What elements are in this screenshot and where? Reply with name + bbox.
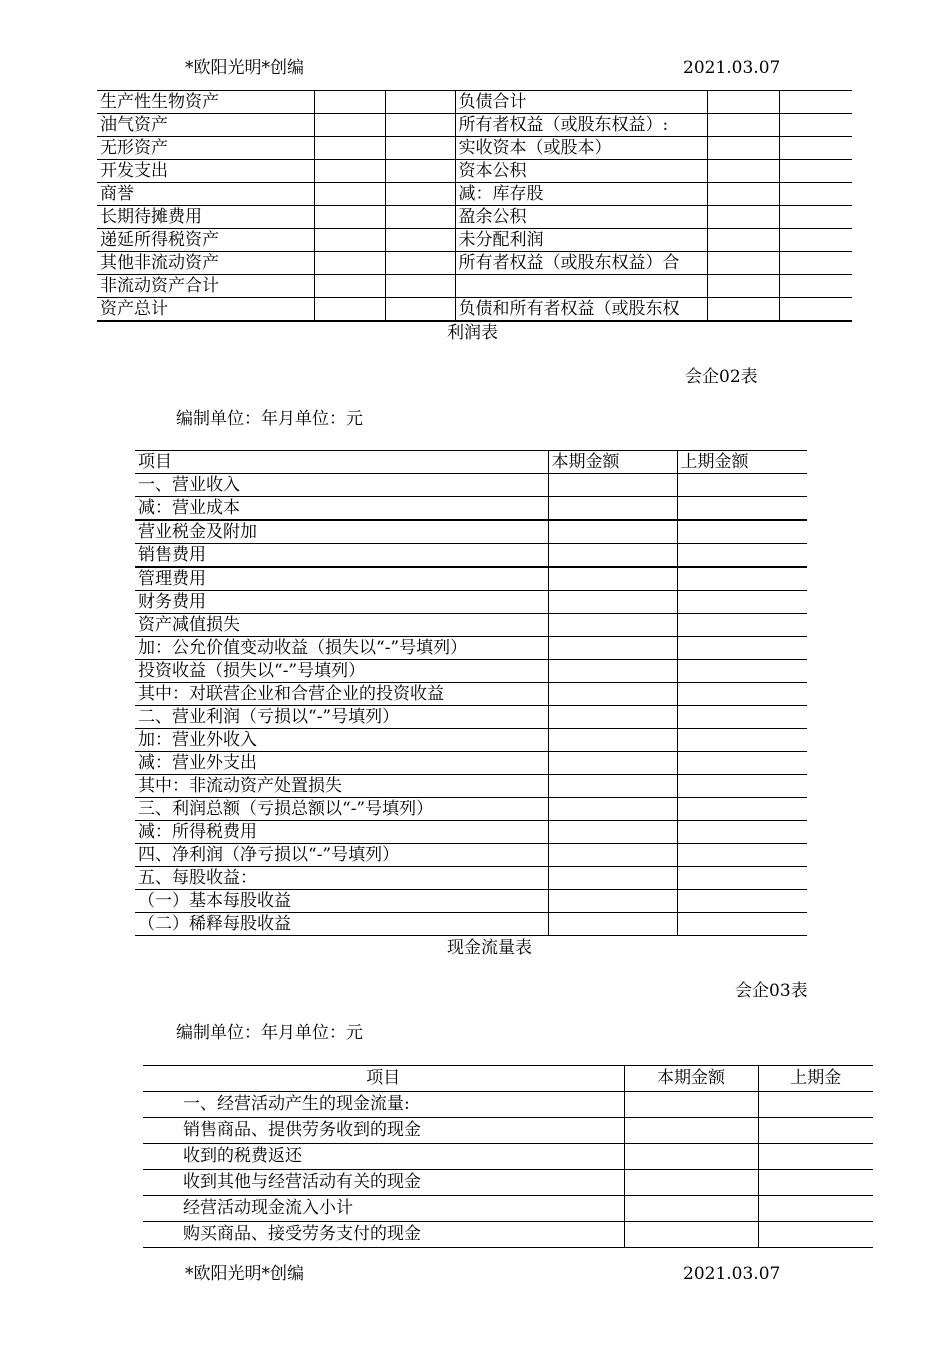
- amount-cell: [677, 821, 807, 844]
- table-row: [143, 1144, 873, 1170]
- amount-cell: [548, 497, 677, 521]
- line-item: 减：营业外支出: [135, 752, 548, 775]
- amount-cell: [677, 660, 807, 683]
- income-statement-title: 利润表: [447, 323, 498, 343]
- column-header-previous: 上期金额: [677, 451, 807, 474]
- amount-cell: [758, 1092, 873, 1118]
- amount-cell: [624, 1144, 758, 1170]
- footer-author: *欧阳光明*创编: [185, 1264, 304, 1284]
- amount-cell: [677, 591, 807, 614]
- amount-cell: [548, 798, 677, 821]
- amount-cell: [677, 706, 807, 729]
- amount-cell: [779, 298, 852, 322]
- amount-cell: [707, 275, 779, 298]
- header-author: *欧阳光明*创编: [185, 58, 304, 78]
- asset-item: 生产性生物资产: [97, 91, 314, 114]
- amount-cell: [548, 474, 677, 497]
- amount-cell: [677, 567, 807, 591]
- amount-cell: [548, 614, 677, 637]
- line-item: 三、利润总额（亏损总额以“-”号填列）: [135, 798, 548, 821]
- amount-cell: [314, 206, 385, 229]
- table-row: [97, 183, 852, 206]
- line-item: 收到其他与经营活动有关的现金: [143, 1170, 624, 1196]
- amount-cell: [677, 637, 807, 660]
- amount-cell: [677, 544, 807, 568]
- asset-item: 无形资产: [97, 137, 314, 160]
- cash-flow-table: [143, 1065, 873, 1248]
- amount-cell: [314, 275, 385, 298]
- amount-cell: [385, 275, 455, 298]
- line-item: 收到的税费返还: [143, 1144, 624, 1170]
- table-row: [143, 1118, 873, 1144]
- amount-cell: [548, 775, 677, 798]
- line-item: 投资收益（损失以“-”号填列）: [135, 660, 548, 683]
- amount-cell: [385, 229, 455, 252]
- amount-cell: [758, 1170, 873, 1196]
- income-statement-header-row: [135, 451, 807, 474]
- footer-date: 2021.03.07: [683, 1264, 781, 1284]
- amount-cell: [677, 798, 807, 821]
- cash-flow-form-no: 会企03表: [735, 981, 808, 1001]
- amount-cell: [779, 275, 852, 298]
- amount-cell: [548, 637, 677, 660]
- cash-flow-title: 现金流量表: [447, 938, 532, 958]
- amount-cell: [779, 183, 852, 206]
- liability-item: 所有者权益（或股东权益）合: [455, 252, 707, 275]
- liability-item: 负债和所有者权益（或股东权: [455, 298, 707, 322]
- column-header-item: 项目: [135, 451, 548, 474]
- asset-item: 非流动资产合计: [97, 275, 314, 298]
- table-row: [135, 775, 807, 798]
- amount-cell: [677, 729, 807, 752]
- amount-cell: [779, 160, 852, 183]
- amount-cell: [758, 1144, 873, 1170]
- line-item: 加：营业外收入: [135, 729, 548, 752]
- table-row: [97, 229, 852, 252]
- amount-cell: [314, 229, 385, 252]
- line-item: 五、每股收益：: [135, 867, 548, 890]
- amount-cell: [314, 137, 385, 160]
- amount-cell: [779, 91, 852, 114]
- amount-cell: [677, 520, 807, 544]
- amount-cell: [624, 1092, 758, 1118]
- table-row: [135, 591, 807, 614]
- amount-cell: [548, 567, 677, 591]
- amount-cell: [779, 229, 852, 252]
- amount-cell: [677, 614, 807, 637]
- liability-item: 实收资本（或股本）: [455, 137, 707, 160]
- amount-cell: [624, 1170, 758, 1196]
- amount-cell: [314, 298, 385, 322]
- amount-cell: [548, 752, 677, 775]
- table-row: [135, 520, 807, 544]
- table-row: [97, 160, 852, 183]
- amount-cell: [548, 544, 677, 568]
- liability-item: 资本公积: [455, 160, 707, 183]
- amount-cell: [385, 252, 455, 275]
- amount-cell: [779, 114, 852, 137]
- table-row: [135, 660, 807, 683]
- amount-cell: [677, 890, 807, 913]
- table-row: [97, 91, 852, 114]
- amount-cell: [548, 867, 677, 890]
- amount-cell: [548, 890, 677, 913]
- table-row: [135, 614, 807, 637]
- column-header-current: 本期金额: [548, 451, 677, 474]
- amount-cell: [779, 206, 852, 229]
- table-row: [135, 706, 807, 729]
- income-statement-body: [135, 474, 807, 936]
- table-row: [135, 821, 807, 844]
- amount-cell: [624, 1196, 758, 1222]
- amount-cell: [385, 137, 455, 160]
- table-row: [135, 474, 807, 497]
- table-row: [135, 890, 807, 913]
- amount-cell: [779, 252, 852, 275]
- amount-cell: [548, 520, 677, 544]
- line-item: 资产减值损失: [135, 614, 548, 637]
- line-item: （二）稀释每股收益: [135, 913, 548, 936]
- liability-item: 盈余公积: [455, 206, 707, 229]
- amount-cell: [314, 252, 385, 275]
- line-item: 加：公允价值变动收益（损失以“-”号填列）: [135, 637, 548, 660]
- liability-item: 减：库存股: [455, 183, 707, 206]
- amount-cell: [314, 160, 385, 183]
- line-item: 管理费用: [135, 567, 548, 591]
- amount-cell: [707, 252, 779, 275]
- table-row: [97, 206, 852, 229]
- line-item: 四、净利润（净亏损以“-”号填列）: [135, 844, 548, 867]
- amount-cell: [548, 683, 677, 706]
- line-item: 购买商品、接受劳务支付的现金: [143, 1222, 624, 1248]
- table-row: [135, 913, 807, 936]
- line-item: 财务费用: [135, 591, 548, 614]
- table-row: [143, 1222, 873, 1248]
- amount-cell: [385, 160, 455, 183]
- column-header-current: 本期金额: [624, 1066, 758, 1092]
- income-statement-form-no: 会企02表: [685, 367, 758, 387]
- line-item: 其中：非流动资产处置损失: [135, 775, 548, 798]
- cash-flow-header-row: [143, 1066, 873, 1092]
- amount-cell: [677, 867, 807, 890]
- line-item: 营业税金及附加: [135, 520, 548, 544]
- line-item: 销售费用: [135, 544, 548, 568]
- table-row: [135, 844, 807, 867]
- amount-cell: [548, 660, 677, 683]
- table-row: [135, 683, 807, 706]
- asset-item: 其他非流动资产: [97, 252, 314, 275]
- amount-cell: [758, 1118, 873, 1144]
- table-row: [135, 729, 807, 752]
- asset-item: 递延所得税资产: [97, 229, 314, 252]
- asset-item: 长期待摊费用: [97, 206, 314, 229]
- amount-cell: [779, 137, 852, 160]
- line-item: 减：所得税费用: [135, 821, 548, 844]
- amount-cell: [624, 1118, 758, 1144]
- table-row: [143, 1092, 873, 1118]
- line-item: 一、经营活动产生的现金流量:: [143, 1092, 624, 1118]
- balance-sheet-table: [97, 90, 852, 322]
- amount-cell: [548, 844, 677, 867]
- table-row: [135, 752, 807, 775]
- table-row: [97, 114, 852, 137]
- header-date: 2021.03.07: [683, 58, 781, 78]
- amount-cell: [707, 298, 779, 322]
- liability-item: [455, 275, 707, 298]
- line-item: 一、营业收入: [135, 474, 548, 497]
- income-statement-table: [135, 450, 807, 936]
- amount-cell: [385, 183, 455, 206]
- table-row: [135, 637, 807, 660]
- line-item: 经营活动现金流入小计: [143, 1196, 624, 1222]
- amount-cell: [314, 114, 385, 137]
- amount-cell: [677, 775, 807, 798]
- amount-cell: [677, 474, 807, 497]
- table-row: [97, 275, 852, 298]
- line-item: （一）基本每股收益: [135, 890, 548, 913]
- amount-cell: [385, 206, 455, 229]
- table-row: [97, 252, 852, 275]
- table-row: [135, 798, 807, 821]
- amount-cell: [548, 706, 677, 729]
- line-item: 销售商品、提供劳务收到的现金: [143, 1118, 624, 1144]
- column-header-item: 项目: [143, 1066, 624, 1092]
- table-row: [135, 567, 807, 591]
- table-row: [135, 544, 807, 568]
- amount-cell: [385, 114, 455, 137]
- table-row: [143, 1170, 873, 1196]
- amount-cell: [624, 1222, 758, 1248]
- line-item: 其中：对联营企业和合营企业的投资收益: [135, 683, 548, 706]
- asset-item: 资产总计: [97, 298, 314, 322]
- asset-item: 开发支出: [97, 160, 314, 183]
- amount-cell: [385, 91, 455, 114]
- amount-cell: [548, 729, 677, 752]
- liability-item: 未分配利润: [455, 229, 707, 252]
- line-item: 二、营业利润（亏损以“-”号填列）: [135, 706, 548, 729]
- line-item: 减：营业成本: [135, 497, 548, 521]
- balance-sheet-body: [97, 91, 852, 322]
- table-row: [97, 298, 852, 322]
- amount-cell: [677, 752, 807, 775]
- table-row: [97, 137, 852, 160]
- amount-cell: [548, 913, 677, 936]
- liability-item: 所有者权益（或股东权益）:: [455, 114, 707, 137]
- column-header-previous: 上期金: [758, 1066, 873, 1092]
- amount-cell: [758, 1222, 873, 1248]
- asset-item: 油气资产: [97, 114, 314, 137]
- amount-cell: [677, 913, 807, 936]
- table-row: [135, 867, 807, 890]
- amount-cell: [385, 298, 455, 322]
- cash-flow-unit-line: 编制单位：年月单位：元: [176, 1023, 363, 1043]
- amount-cell: [707, 206, 779, 229]
- amount-cell: [314, 91, 385, 114]
- amount-cell: [707, 91, 779, 114]
- amount-cell: [677, 683, 807, 706]
- amount-cell: [314, 183, 385, 206]
- amount-cell: [677, 497, 807, 521]
- amount-cell: [677, 844, 807, 867]
- amount-cell: [548, 591, 677, 614]
- income-statement-unit-line: 编制单位：年月单位：元: [176, 409, 363, 429]
- amount-cell: [707, 137, 779, 160]
- amount-cell: [707, 229, 779, 252]
- table-row: [143, 1196, 873, 1222]
- amount-cell: [548, 821, 677, 844]
- amount-cell: [707, 183, 779, 206]
- cash-flow-body: [143, 1092, 873, 1248]
- amount-cell: [758, 1196, 873, 1222]
- amount-cell: [707, 160, 779, 183]
- liability-item: 负债合计: [455, 91, 707, 114]
- amount-cell: [707, 114, 779, 137]
- asset-item: 商誉: [97, 183, 314, 206]
- table-row: [135, 497, 807, 521]
